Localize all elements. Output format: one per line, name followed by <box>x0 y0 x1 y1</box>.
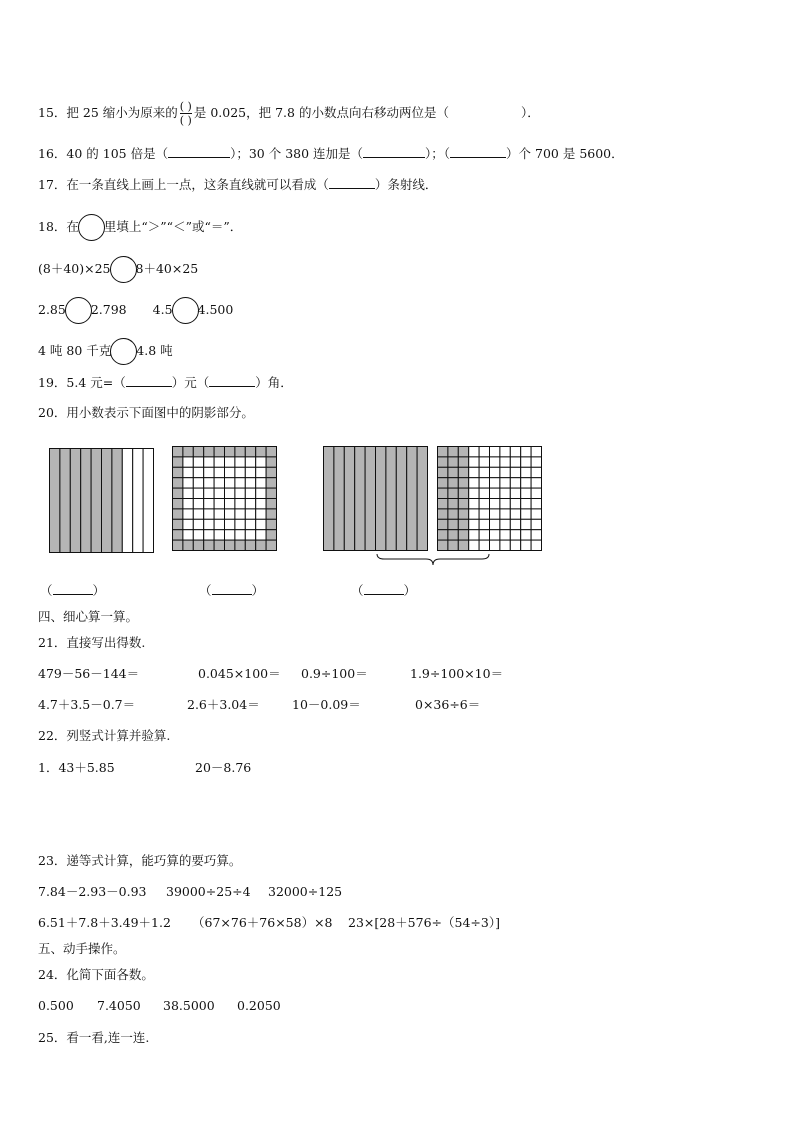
question-21: 21．直接写出得数. <box>38 635 146 650</box>
strip-cell <box>396 447 406 551</box>
grid-cell <box>510 509 520 519</box>
section-heading-4: 四、细心算一算。 <box>38 609 139 624</box>
grid-cell <box>500 530 510 540</box>
grid-cell <box>245 519 255 529</box>
q18-row-1: (8＋40)×25 8＋40×25 <box>38 256 198 283</box>
grid-cell <box>183 499 193 509</box>
question-25: 25．看一看,连一连. <box>38 1030 150 1045</box>
grid-cell <box>204 467 214 477</box>
grid-cell <box>479 499 489 509</box>
number-item: 0.2050 <box>237 998 281 1013</box>
answer-blank[interactable] <box>53 584 93 595</box>
grid-cell <box>521 478 531 488</box>
calc-item: 2.6＋3.04＝ <box>187 697 260 712</box>
grid-cell <box>235 540 245 550</box>
strip-cell <box>334 447 344 551</box>
grid-cell <box>490 457 500 467</box>
answer-blank[interactable] <box>364 584 404 595</box>
grid-cell <box>531 457 541 467</box>
answer-blank[interactable] <box>209 376 255 387</box>
grid-cell <box>225 509 235 519</box>
grid-cell <box>469 457 479 467</box>
grid-cell <box>173 499 183 509</box>
grid-cell <box>256 478 266 488</box>
grid-cell <box>193 467 203 477</box>
grid-cell <box>204 540 214 550</box>
grid-cell <box>438 530 448 540</box>
grid-cell <box>458 478 468 488</box>
strip-cell <box>417 447 427 551</box>
grid-cell <box>235 519 245 529</box>
grid-cell <box>521 447 531 457</box>
grid-cell <box>531 488 541 498</box>
grid-cell <box>235 509 245 519</box>
grid-cell <box>193 519 203 529</box>
strip-cell <box>365 447 375 551</box>
question-20: 20．用小数表示下面图中的阴影部分。 <box>38 405 254 420</box>
grid-cell <box>245 447 255 457</box>
grid-cell <box>469 530 479 540</box>
grid-cell <box>458 488 468 498</box>
grid-cell <box>204 509 214 519</box>
grid-cell <box>438 478 448 488</box>
grid-cell <box>448 467 458 477</box>
grid-cell <box>193 530 203 540</box>
grid-cell <box>521 530 531 540</box>
calc-item: 23×[28＋576÷（54÷3）] <box>348 915 500 930</box>
grid-cell <box>235 499 245 509</box>
grid-cell <box>448 478 458 488</box>
grid-cell <box>204 478 214 488</box>
grid-cell <box>256 499 266 509</box>
grid-cell <box>458 509 468 519</box>
strip-cell <box>60 449 70 553</box>
grid-cell <box>183 478 193 488</box>
grid-cell <box>266 447 276 457</box>
grid-cell <box>458 499 468 509</box>
question-23: 23．递等式计算，能巧算的要巧算。 <box>38 853 242 868</box>
calc-item: 0.9÷100＝ <box>301 666 368 681</box>
grid-cell <box>266 540 276 550</box>
grid-cell <box>479 467 489 477</box>
grid-cell <box>479 457 489 467</box>
grid-cell <box>245 530 255 540</box>
grid-cell <box>510 447 520 457</box>
grid-cell <box>256 488 266 498</box>
grid-cell <box>183 509 193 519</box>
grid-cell <box>225 467 235 477</box>
number-item: 7.4050 <box>97 998 141 1013</box>
strip-cell <box>102 449 112 553</box>
grid-cell <box>531 478 541 488</box>
grid-cell <box>531 519 541 529</box>
grid-cell <box>235 488 245 498</box>
grid-cell <box>256 447 266 457</box>
answer-paren-1: （ ） <box>40 583 106 598</box>
grid-cell <box>521 509 531 519</box>
grid-cell <box>490 540 500 550</box>
grid-cell <box>479 488 489 498</box>
grid-cell <box>225 488 235 498</box>
grid-cell <box>490 488 500 498</box>
compare-circle[interactable] <box>110 256 137 283</box>
strip-cell <box>81 449 91 553</box>
calc-item: 0.045×100＝ <box>198 666 281 681</box>
answer-blank[interactable] <box>126 376 172 387</box>
grid-cell <box>214 540 224 550</box>
grid-cell <box>490 467 500 477</box>
grid-cell <box>469 509 479 519</box>
grid-cell <box>510 478 520 488</box>
grid-cell <box>458 467 468 477</box>
grid-cell <box>500 540 510 550</box>
compare-circle[interactable] <box>65 297 92 324</box>
grid-cell <box>500 499 510 509</box>
brace-icon <box>376 553 490 567</box>
grid-cell <box>448 519 458 529</box>
grid-cell <box>193 478 203 488</box>
grid-cell <box>448 540 458 550</box>
grid-cell <box>204 499 214 509</box>
grid-cell <box>490 519 500 529</box>
grid-cell <box>173 447 183 457</box>
grid-cell <box>225 457 235 467</box>
grid-cell <box>531 530 541 540</box>
grid-cell <box>256 457 266 467</box>
grid-cell <box>214 488 224 498</box>
grid-cell <box>500 488 510 498</box>
grid-cell <box>245 488 255 498</box>
question-22: 22．列竖式计算并验算. <box>38 728 171 743</box>
grid-cell <box>469 499 479 509</box>
calc-item: 1．43＋5.85 <box>38 760 115 775</box>
grid-cell <box>521 519 531 529</box>
grid-cell <box>510 499 520 509</box>
grid-cell <box>183 447 193 457</box>
grid-cell <box>225 447 235 457</box>
question-16: 16．40 的 105 倍是（ ）；30 个 380 连加是（ ）；（ ）个 700 是 5600． <box>38 146 624 161</box>
q18-row-3: 4 吨 80 千克 4.8 吨 <box>38 338 173 365</box>
grid-cell <box>193 509 203 519</box>
grid-cell <box>500 478 510 488</box>
grid-cell <box>204 457 214 467</box>
grid-cell <box>521 540 531 550</box>
grid-cell <box>490 530 500 540</box>
calc-item: 479－56－144＝ <box>38 666 140 681</box>
grid-cell <box>531 447 541 457</box>
question-17: 17．在一条直线上画上一点，这条直线就可以看成（ ）条射线． <box>38 177 438 192</box>
grid-cell <box>438 540 448 550</box>
grid-cell <box>510 519 520 529</box>
question-15: 15．把 25 缩小为原来的 $\frac{( )}{( )}$ 是 0.025，把 7.8 的小数点向右移动两位是（ ）． <box>38 100 540 127</box>
grid-cell <box>490 499 500 509</box>
answer-blank[interactable] <box>363 147 425 158</box>
grid-cell <box>469 519 479 529</box>
grid-cell <box>204 447 214 457</box>
grid-cell <box>490 447 500 457</box>
fraction-blank <box>180 100 192 127</box>
grid-cell <box>256 530 266 540</box>
grid-cell <box>173 457 183 467</box>
grid-cell <box>469 540 479 550</box>
strip-cell <box>407 447 417 551</box>
grid-cell <box>510 488 520 498</box>
grid-cell <box>469 447 479 457</box>
grid-cell <box>173 467 183 477</box>
grid-cell <box>438 519 448 529</box>
grid-cell <box>193 540 203 550</box>
grid-cell <box>183 530 193 540</box>
grid-cell <box>458 540 468 550</box>
compare-circle <box>78 214 105 241</box>
compare-circle[interactable] <box>172 297 199 324</box>
grid-cell <box>193 457 203 467</box>
answer-paren-3: （ ） <box>351 583 417 598</box>
grid-cell <box>204 488 214 498</box>
grid-cell <box>531 467 541 477</box>
grid-cell <box>438 467 448 477</box>
grid-cell <box>531 540 541 550</box>
question-19: 19．5.4 元=（ ）元（ ）角． <box>38 375 293 390</box>
grid-cell <box>500 519 510 529</box>
grid-cell <box>479 540 489 550</box>
grid-cell <box>214 499 224 509</box>
strip-cell <box>112 449 122 553</box>
grid-cell <box>266 467 276 477</box>
grid-cell <box>266 478 276 488</box>
grid-cell <box>500 447 510 457</box>
calc-item: 10－0.09＝ <box>292 697 361 712</box>
grid-cell <box>183 467 193 477</box>
grid-cell <box>204 519 214 529</box>
grid-cell <box>256 509 266 519</box>
grid-cell <box>531 499 541 509</box>
calc-item: 1.9÷100×10＝ <box>410 666 504 681</box>
grid-cell <box>458 457 468 467</box>
figure-strips-1 <box>49 448 155 554</box>
grid-cell <box>214 457 224 467</box>
grid-cell <box>214 509 224 519</box>
grid-cell <box>173 530 183 540</box>
grid-cell <box>245 478 255 488</box>
grid-cell <box>448 499 458 509</box>
grid-cell <box>245 509 255 519</box>
strip-cell <box>91 449 101 553</box>
grid-cell <box>256 467 266 477</box>
grid-cell <box>458 447 468 457</box>
grid-cell <box>479 478 489 488</box>
figure-grid-1 <box>172 446 278 552</box>
calc-item: 0×36÷6＝ <box>415 697 481 712</box>
grid-cell <box>173 478 183 488</box>
grid-cell <box>256 519 266 529</box>
grid-cell <box>245 499 255 509</box>
grid-cell <box>266 509 276 519</box>
grid-cell <box>235 457 245 467</box>
grid-cell <box>448 457 458 467</box>
grid-cell <box>204 530 214 540</box>
grid-cell <box>469 467 479 477</box>
grid-cell <box>438 499 448 509</box>
strip-cell <box>133 449 143 553</box>
strip-cell <box>122 449 132 553</box>
grid-cell <box>510 457 520 467</box>
grid-cell <box>438 457 448 467</box>
grid-cell <box>214 519 224 529</box>
calc-item: 32000÷125 <box>268 884 343 899</box>
grid-cell <box>183 519 193 529</box>
figure-grid-2 <box>437 446 543 552</box>
grid-cell <box>193 447 203 457</box>
number-item: 38.5000 <box>163 998 215 1013</box>
grid-cell <box>438 447 448 457</box>
grid-cell <box>235 467 245 477</box>
question-18: 18．在 里填上“＞”“＜”或“＝”． <box>38 214 242 241</box>
grid-cell <box>266 499 276 509</box>
grid-cell <box>173 540 183 550</box>
grid-cell <box>521 488 531 498</box>
grid-cell <box>225 540 235 550</box>
grid-cell <box>245 467 255 477</box>
grid-cell <box>225 530 235 540</box>
grid-cell <box>183 488 193 498</box>
grid-cell <box>479 530 489 540</box>
grid-cell <box>183 540 193 550</box>
strip-cell <box>344 447 354 551</box>
grid-cell <box>500 457 510 467</box>
grid-cell <box>458 519 468 529</box>
grid-cell <box>510 467 520 477</box>
grid-cell <box>266 530 276 540</box>
strip-cell <box>386 447 396 551</box>
question-24: 24．化简下面各数。 <box>38 967 154 982</box>
grid-cell <box>490 509 500 519</box>
grid-cell <box>521 457 531 467</box>
grid-cell <box>266 457 276 467</box>
grid-cell <box>521 467 531 477</box>
grid-cell <box>448 488 458 498</box>
grid-cell <box>173 488 183 498</box>
grid-cell <box>438 488 448 498</box>
answer-paren-2: （ ） <box>199 583 265 598</box>
section-heading-5: 五、动手操作。 <box>38 941 126 956</box>
strip-cell <box>324 447 334 551</box>
grid-cell <box>256 540 266 550</box>
strip-cell <box>355 447 365 551</box>
grid-cell <box>173 509 183 519</box>
grid-cell <box>214 530 224 540</box>
strip-cell <box>50 449 60 553</box>
grid-cell <box>225 478 235 488</box>
grid-cell <box>479 447 489 457</box>
grid-cell <box>479 509 489 519</box>
grid-cell <box>438 509 448 519</box>
fraction-numerator: ( ) <box>179 100 192 113</box>
grid-cell <box>510 540 520 550</box>
grid-cell <box>193 488 203 498</box>
grid-cell <box>479 519 489 529</box>
grid-cell <box>448 447 458 457</box>
answer-blank[interactable] <box>329 178 375 189</box>
grid-cell <box>458 530 468 540</box>
grid-cell <box>173 519 183 529</box>
strip-cell <box>70 449 80 553</box>
strip-cell <box>143 449 153 553</box>
calc-item: 7.84－2.93－0.93 <box>38 884 147 899</box>
calc-item: 20－8.76 <box>195 760 252 775</box>
grid-cell <box>225 499 235 509</box>
number-item: 0.500 <box>38 998 74 1013</box>
fraction-denominator: ( ) <box>179 114 192 127</box>
grid-cell <box>193 499 203 509</box>
strip-cell <box>376 447 386 551</box>
grid-cell <box>245 540 255 550</box>
grid-cell <box>500 467 510 477</box>
grid-cell <box>469 488 479 498</box>
grid-cell <box>245 457 255 467</box>
grid-cell <box>214 467 224 477</box>
grid-cell <box>490 478 500 488</box>
grid-cell <box>510 530 520 540</box>
q18-row-2: 2.85 2.798 4.5 4.500 <box>38 297 233 324</box>
grid-cell <box>448 509 458 519</box>
grid-cell <box>469 478 479 488</box>
figure-strips-2 <box>323 446 429 552</box>
grid-cell <box>531 509 541 519</box>
grid-cell <box>183 457 193 467</box>
grid-cell <box>521 499 531 509</box>
grid-cell <box>266 488 276 498</box>
grid-cell <box>235 447 245 457</box>
answer-blank[interactable] <box>168 147 230 158</box>
answer-blank[interactable] <box>450 147 506 158</box>
grid-cell <box>235 530 245 540</box>
grid-cell <box>214 447 224 457</box>
grid-cell <box>214 478 224 488</box>
calc-item: 6.51＋7.8＋3.49＋1.2 <box>38 915 171 930</box>
answer-blank[interactable] <box>212 584 252 595</box>
grid-cell <box>500 509 510 519</box>
grid-cell <box>225 519 235 529</box>
compare-circle[interactable] <box>110 338 137 365</box>
grid-cell <box>448 530 458 540</box>
grid-cell <box>235 478 245 488</box>
calc-item: （67×76＋76×58）×8 <box>192 915 333 930</box>
grid-cell <box>266 519 276 529</box>
calc-item: 39000÷25÷4 <box>166 884 251 899</box>
calc-item: 4.7＋3.5－0.7＝ <box>38 697 136 712</box>
